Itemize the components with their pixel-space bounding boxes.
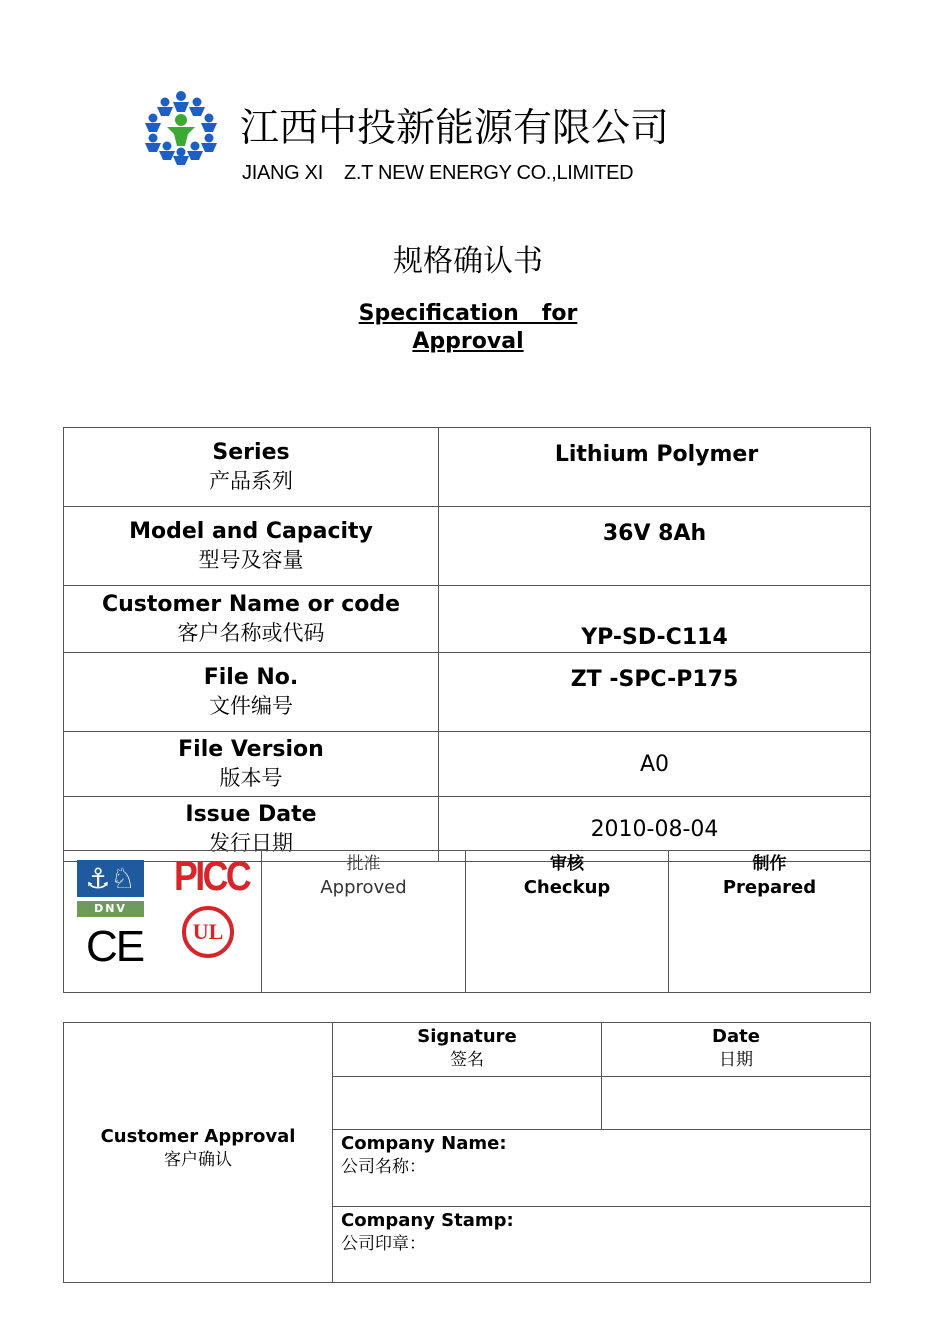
issue-date-value: 2010-08-04 — [590, 816, 719, 842]
prepared-label-en: Prepared — [722, 877, 817, 898]
customer-name-label-cn: 客户名称或代码 — [177, 621, 325, 645]
company-name-en: JIANG XI Z.T NEW ENERGY CO.,LIMITED — [242, 162, 634, 184]
date-label-cn: 日期 — [719, 1050, 753, 1070]
issue-date-label-cn: 发行日期 — [209, 831, 293, 855]
signature-field[interactable] — [333, 1077, 601, 1129]
file-version-value: A0 — [639, 751, 670, 777]
ce-logo-text: CE — [86, 922, 144, 971]
file-version-value-cell — [439, 732, 871, 797]
signature-header — [333, 1025, 601, 1071]
company-stamp-label-en: Company Stamp: — [341, 1210, 514, 1231]
company-name-label-cn: 公司名称： — [341, 1157, 426, 1177]
document-title-cn: 规格确认书 — [393, 244, 543, 279]
model-value-cell — [439, 507, 871, 586]
approved-column — [261, 851, 465, 992]
model-value: 36V 8Ah — [602, 521, 707, 546]
customer-approval-title — [64, 1125, 332, 1171]
company-stamp-field[interactable] — [333, 1207, 870, 1282]
company-name-cn: 江西中投新能源有限公司 — [240, 106, 670, 151]
file-version-label-cell — [64, 732, 439, 797]
table-row — [64, 428, 871, 507]
approved-label-cn: 批准 — [346, 854, 381, 874]
series-value: Lithium Polymer — [554, 442, 759, 467]
series-value-cell — [439, 428, 871, 507]
approved-label-en: Approved — [320, 877, 407, 898]
checkup-label-en: Checkup — [523, 877, 611, 898]
file-no-label-en: File No. — [203, 665, 299, 690]
prepared-label-cn: 制作 — [752, 854, 787, 874]
picc-logo-text: PICC — [174, 852, 250, 899]
series-label-cn: 产品系列 — [209, 469, 293, 493]
date-header — [602, 1025, 870, 1071]
title-en-line2: Approval — [412, 329, 524, 354]
model-label-cell — [64, 507, 439, 586]
customer-name-label-en: Customer Name or code — [101, 592, 401, 617]
table-row — [64, 732, 871, 797]
spec-info-table — [63, 427, 871, 862]
checkup-column — [465, 851, 668, 992]
date-label-en: Date — [712, 1026, 760, 1047]
table-row — [64, 586, 871, 653]
customer-name-value-cell — [439, 586, 871, 653]
checkup-label-cn: 审核 — [550, 854, 584, 874]
date-field[interactable] — [602, 1077, 870, 1129]
certification-logos — [64, 851, 261, 992]
signature-label-en: Signature — [417, 1026, 517, 1047]
file-no-value: ZT -SPC-P175 — [570, 667, 739, 692]
table-row — [64, 653, 871, 732]
model-label-cn: 型号及容量 — [198, 548, 304, 572]
file-no-value-cell — [439, 653, 871, 732]
customer-name-label-cell — [64, 586, 439, 653]
customer-name-value: YP-SD-C114 — [581, 625, 728, 650]
company-name-field[interactable] — [333, 1130, 870, 1206]
ul-logo-text: UL — [192, 919, 224, 944]
customer-approval-label-cn: 客户确认 — [164, 1150, 232, 1170]
company-name-label-en: Company Name: — [341, 1133, 507, 1154]
company-stamp-label-cn: 公司印章： — [341, 1234, 426, 1254]
file-version-label-cn: 版本号 — [219, 766, 283, 790]
customer-approval-box — [63, 1022, 871, 1283]
customer-approval-label-en: Customer Approval — [100, 1126, 296, 1147]
file-version-label-en: File Version — [178, 737, 324, 762]
ul-logo-icon — [182, 906, 234, 958]
title-en-line1: Specification for — [358, 301, 578, 326]
series-label-cell — [64, 428, 439, 507]
model-label-en: Model and Capacity — [129, 519, 373, 544]
document-title-en — [340, 300, 596, 356]
series-label-en: Series — [212, 440, 290, 465]
dnv-logo-text: DNV — [77, 901, 144, 917]
file-no-label-cn: 文件编号 — [209, 694, 293, 718]
dnv-logo-icon: ⚓♘ DNV — [77, 860, 144, 918]
prepared-column — [668, 851, 870, 992]
file-no-label-cell — [64, 653, 439, 732]
internal-approval-box — [63, 850, 871, 993]
issue-date-label-en: Issue Date — [185, 802, 317, 827]
signature-label-cn: 签名 — [450, 1050, 484, 1070]
table-row — [64, 507, 871, 586]
company-logo-icon — [143, 90, 219, 166]
